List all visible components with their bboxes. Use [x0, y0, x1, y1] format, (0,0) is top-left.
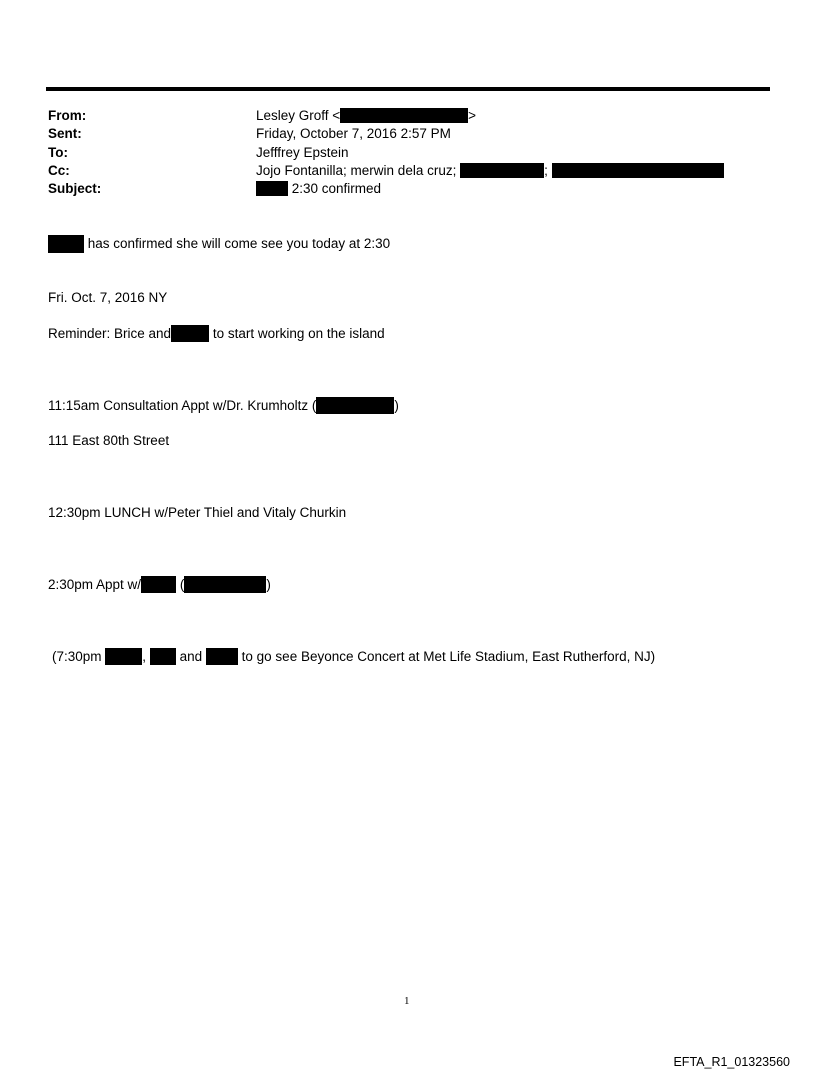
- body-line-reminder: [48, 325, 385, 343]
- cc-label: Cc:: [48, 163, 70, 178]
- concert-and: and: [179, 649, 203, 664]
- redaction-box: [171, 325, 209, 342]
- body-line-confirmation: [48, 235, 390, 253]
- appt-close: ): [266, 577, 271, 592]
- body-line-appt: [48, 576, 271, 594]
- appt-text: 2:30pm Appt w/: [48, 577, 142, 592]
- bates-number: EFTA_R1_01323560: [673, 1055, 790, 1069]
- to-label: To:: [48, 145, 68, 160]
- redaction-box: [48, 235, 84, 253]
- subject-label: Subject:: [48, 181, 102, 196]
- cc-value: [256, 162, 724, 180]
- redaction-box: [340, 108, 468, 123]
- redaction-box: [141, 576, 176, 593]
- cc-names: Jojo Fontanilla; merwin dela cruz;: [256, 163, 457, 178]
- body-line-consultation: [48, 397, 399, 415]
- concert-comma: ,: [142, 649, 147, 664]
- sent-value: Friday, October 7, 2016 2:57 PM: [256, 126, 451, 141]
- from-close: >: [468, 108, 477, 123]
- body-line-address: 111 East 80th Street: [48, 433, 170, 448]
- body-line-date: Fri. Oct. 7, 2016 NY: [48, 290, 168, 305]
- body-line-concert: [52, 648, 655, 666]
- from-label: From:: [48, 108, 87, 123]
- appt-open: (: [179, 577, 185, 592]
- consultation-close: ): [394, 398, 399, 413]
- subject-value: [256, 180, 381, 198]
- header-rule: [46, 87, 770, 91]
- redaction-box: [206, 648, 238, 665]
- cc-separator: ;: [544, 163, 548, 178]
- reminder-text-b: to start working on the island: [212, 326, 385, 341]
- consultation-text: 11:15am Consultation Appt w/Dr. Krumholtz (: [48, 398, 317, 413]
- redaction-box: [256, 181, 288, 196]
- to-value: Jefffrey Epstein: [256, 145, 349, 160]
- redaction-box: [552, 163, 724, 178]
- reminder-text-a: Reminder: Brice and: [48, 326, 172, 341]
- redaction-box: [460, 163, 544, 178]
- redaction-box: [150, 648, 176, 665]
- concert-text-d: to go see Beyonce Concert at Met Life Stadium, East Rutherford, NJ): [241, 649, 656, 664]
- redaction-box: [184, 576, 266, 593]
- subject-text: 2:30 confirmed: [291, 181, 382, 196]
- redaction-box: [316, 397, 394, 414]
- redaction-box: [105, 648, 142, 665]
- page-number: 1: [404, 995, 410, 1007]
- from-name: Lesley Groff <: [256, 108, 341, 123]
- from-value: [256, 107, 476, 125]
- confirmation-text: has confirmed she will come see you today at 2:30: [87, 236, 391, 251]
- sent-label: Sent:: [48, 126, 82, 141]
- concert-text-a: (7:30pm: [52, 649, 102, 664]
- body-line-lunch: 12:30pm LUNCH w/Peter Thiel and Vitaly Churkin: [48, 505, 347, 520]
